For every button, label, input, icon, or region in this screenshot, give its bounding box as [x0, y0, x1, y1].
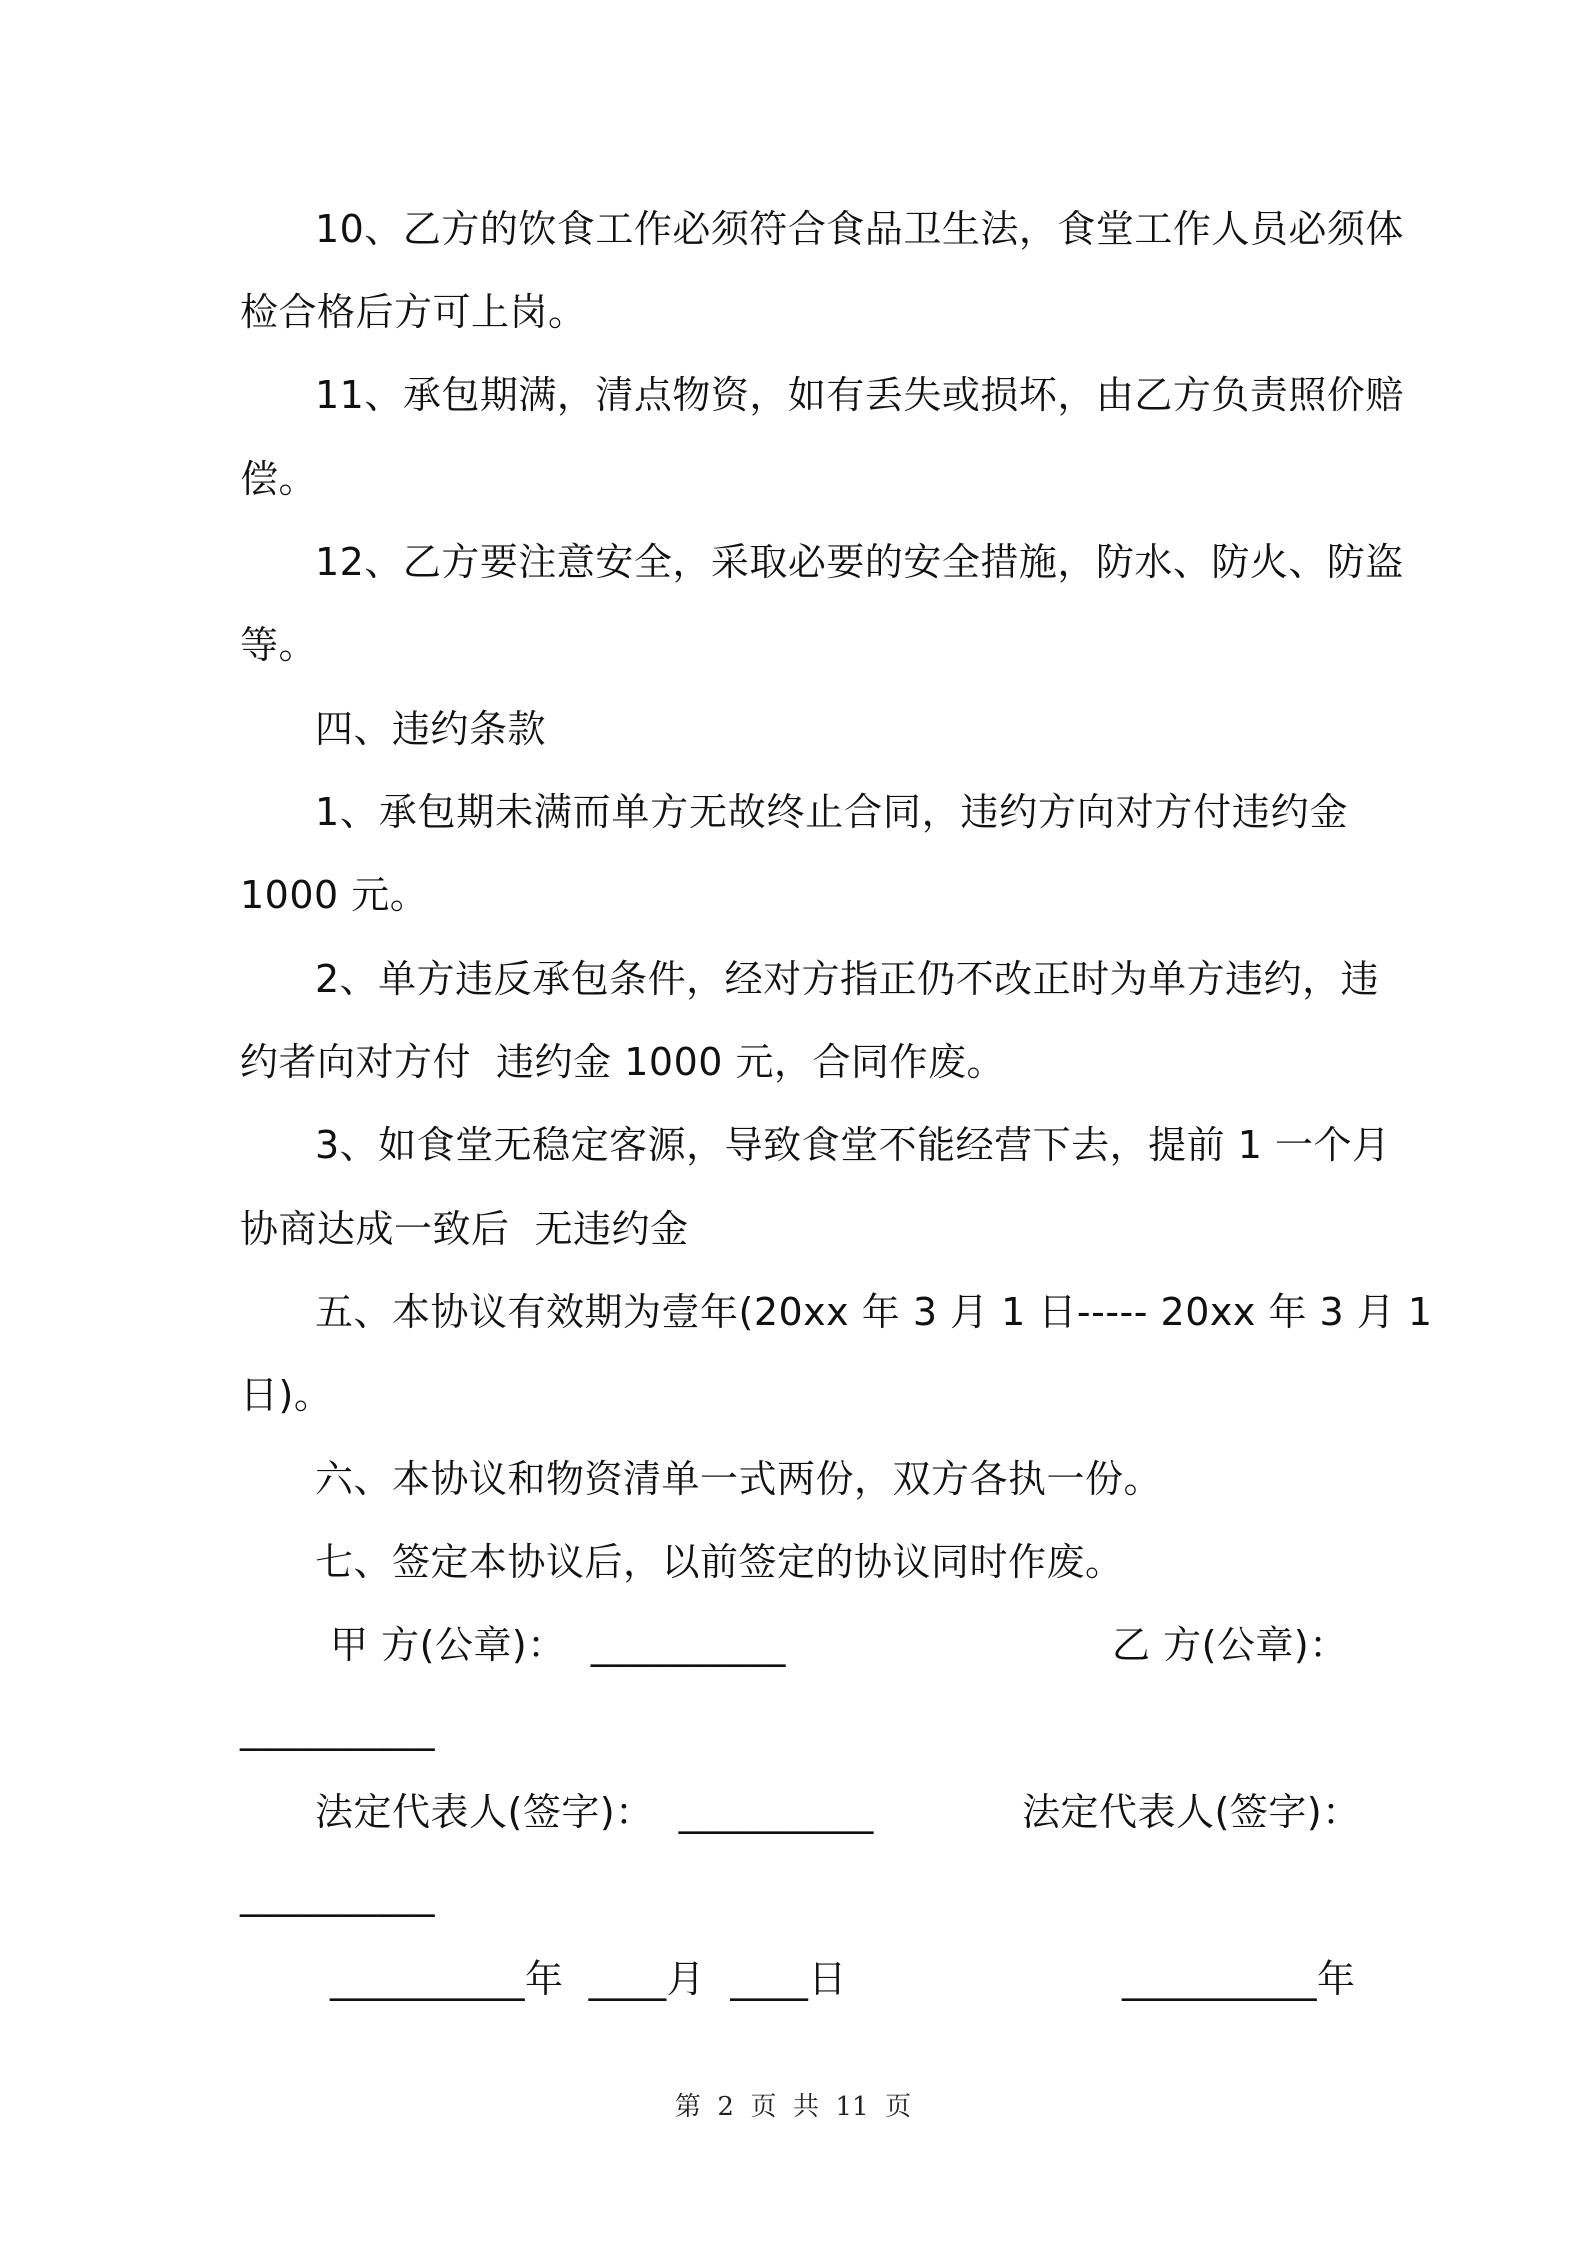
paragraph-line: 六、本协议和物资清单一式两份，双方各执一份。 [315, 1457, 1163, 1501]
paragraph-line: 3、如食堂无稳定客源，导致食堂不能经营下去，提前 1 一个月 [315, 1123, 1391, 1167]
paragraph-line: 等。 [240, 623, 318, 667]
paragraph-line: 约者向对方付 违约金 1000 元，合同作废。 [240, 1040, 1006, 1084]
paragraph-line: 协商达成一致后 无违约金 [240, 1207, 689, 1251]
party-a-seal: 甲 方(公章)： __________ [330, 1623, 786, 1667]
paragraph-line: 10、乙方的饮食工作必须符合食品卫生法，食堂工作人员必须体 [315, 207, 1404, 251]
paragraph-line: 2、单方违反承包条件，经对方指正仍不改正时为单方违约，违 [315, 957, 1380, 1001]
paragraph-line: 检合格后方可上岗。 [240, 290, 587, 334]
representative-signature-line: __________ [240, 1873, 435, 1917]
section-heading: 四、违约条款 [315, 707, 547, 751]
paragraph-line: 1000 元。 [240, 873, 429, 917]
paragraph-line: 1、承包期未满而单方无故终止合同，违约方向对方付违约金 [315, 790, 1348, 834]
paragraph-line: 日)。 [240, 1373, 333, 1417]
paragraph-line: 七、签定本协议后，以前签定的协议同时作废。 [315, 1540, 1124, 1584]
party-b-representative: 法定代表人(签字)： [1022, 1790, 1361, 1834]
paragraph-line: 11、承包期满，清点物资，如有丢失或损坏，由乙方负责照价赔 [315, 373, 1404, 417]
paragraph-line: 偿。 [240, 457, 318, 501]
seal-signature-line: __________ [240, 1707, 435, 1751]
paragraph-line: 五、本协议有效期为壹年(20xx 年 3 月 1 日----- 20xx 年 3 月 1 [315, 1290, 1433, 1334]
party-a-representative: 法定代表人(签字)： __________ [315, 1790, 874, 1834]
party-a-date: __________年 ____月 ____日 [330, 1957, 847, 2001]
party-b-date: __________年 [1122, 1957, 1356, 2001]
paragraph-line: 12、乙方要注意安全，采取必要的安全措施，防水、防火、防盗 [315, 540, 1404, 584]
party-b-seal: 乙 方(公章)： [1112, 1623, 1348, 1667]
page-number: 第 2 页 共 11 页 [674, 2092, 912, 2122]
